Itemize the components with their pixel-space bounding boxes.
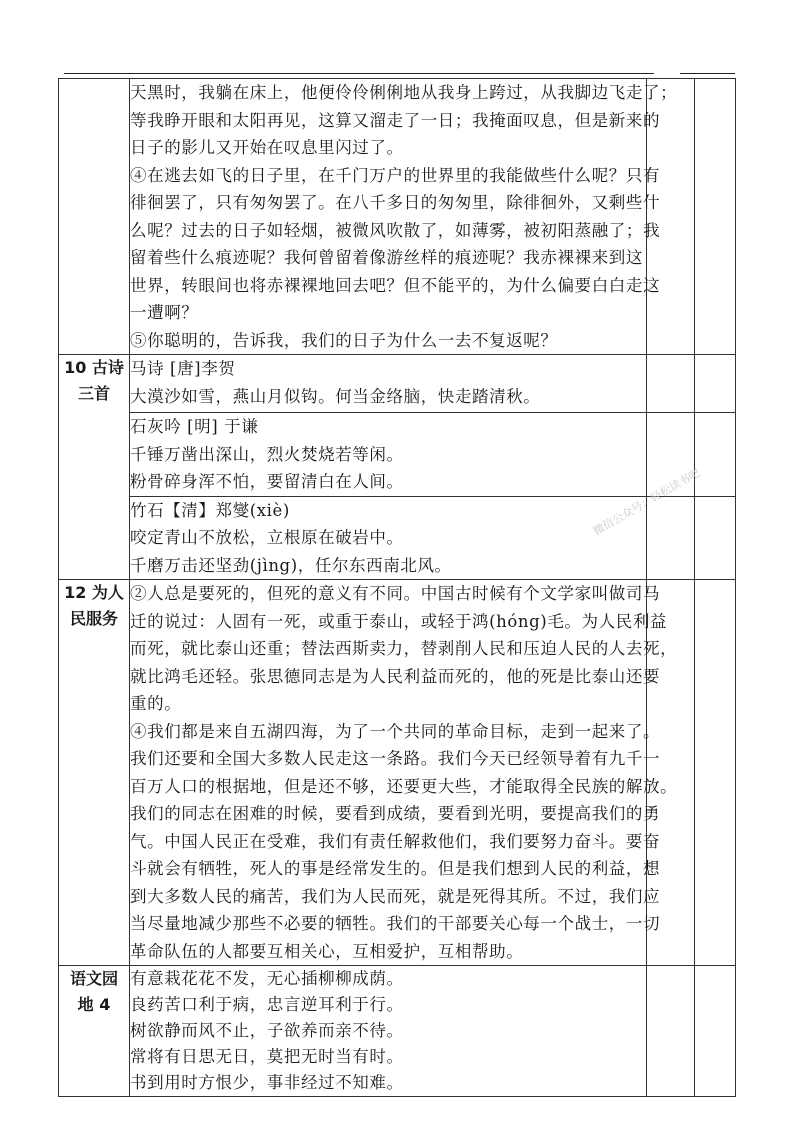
poem-cell — [130, 496, 647, 580]
text-line: ⑤你聪明的，告诉我，我们的日子为什么一去不复返呢？ — [130, 330, 558, 350]
text-line: 有意栽花花不发，无心插柳柳成荫。 — [130, 969, 404, 988]
table-row — [59, 79, 736, 355]
text-line: 么呢？过去的日子如轻烟，被微风吹散了，如薄雾，被初阳蒸融了；我 — [130, 220, 661, 240]
text-line: 革命队伍的人都要互相关心，互相爱护，互相帮助。 — [130, 941, 524, 961]
passage-cell — [130, 79, 678, 355]
text-line: 世界，转眼间也将赤裸裸地回去吧？但不能平的，为什么偏要白白走这 — [130, 275, 661, 295]
text-line: 就比鸿毛还轻。张思德同志是为人民利益而死的，他的死是比泰山还要 — [130, 666, 661, 686]
header-rule-right — [680, 73, 735, 74]
text-line: 气。中国人民正在受难，我们有责任解救他们，我们要努力奋斗。要奋 — [130, 831, 661, 851]
check-cell — [647, 580, 695, 966]
check-cell — [647, 355, 695, 413]
check-cell — [647, 496, 695, 580]
text-line: 一遭啊？ — [130, 303, 199, 322]
table-row — [59, 966, 736, 1097]
text-line: ②人总是要死的，但死的意义有不同。中国古时候有个文学家叫做司马 — [130, 584, 661, 603]
text-line: 迁的说过：人固有一死，或重于泰山，或轻于鸿(hóng)毛。为人民利益 — [130, 611, 668, 631]
poem-line: 千磨万击还坚劲(jìng)，任尔东西南北风。 — [130, 555, 452, 575]
section-label-yuwen-4: 语文园 地 4 — [59, 966, 130, 1097]
poem-line: 千锤万凿出深山，烈火焚烧若等闲。 — [130, 444, 404, 464]
text-line: 徘徊罢了，只有匆匆罢了。在八千多日的匆匆里，除徘徊外，又剩些什 — [130, 193, 661, 212]
poem-title: 竹石【清】郑燮(xiè) — [130, 500, 290, 520]
check-cell — [695, 966, 736, 1097]
text-line: 日子的影儿又开始在叹息里闪过了。 — [130, 138, 404, 157]
text-line: 等我睁开眼和太阳再见，这算又溜走了一日；我掩面叹息，但是新来的 — [130, 110, 661, 130]
check-cell — [695, 355, 736, 413]
text-line: 良药苦口利于病，忠言逆耳利于行。 — [130, 995, 404, 1014]
text-line: 百万人口的根据地，但是还不够，还要更大些，才能取得全民族的解放。 — [130, 776, 678, 796]
text-line: 我们还要和全国大多数人民走这一条路。我们今天已经领导着有九千一 — [130, 749, 661, 768]
check-cell — [695, 496, 736, 580]
check-cell — [695, 580, 736, 966]
text-line: 当尽量地减少那些不必要的牺牲。我们的干部要关心每一个战士，一切 — [130, 914, 661, 933]
poem-line: 咬定青山不放松，立根原在破岩中。 — [130, 528, 404, 547]
poem-title: 马诗 [唐]李贺 — [130, 359, 236, 378]
section-label-10: 10 古诗 三首 — [59, 355, 130, 580]
text-line: 重的。 — [130, 694, 182, 713]
check-cell — [695, 79, 736, 355]
table-row — [59, 355, 736, 413]
text-line: 斗就会有牺牲，死人的事是经常发生的。但是我们想到人民的利益，想 — [130, 859, 661, 878]
content-table — [58, 78, 736, 1097]
check-cell — [695, 413, 736, 497]
header-rule-left — [64, 73, 654, 74]
text-line: ④在逃去如飞的日子里，在千门万户的世界里的我能做些什么呢？只有 — [130, 165, 661, 185]
text-line: 书到用时方恨少，事非经过不知难。 — [130, 1073, 404, 1092]
proverb-cell — [130, 966, 647, 1097]
table-row — [59, 580, 736, 966]
table-row — [59, 413, 736, 497]
text-line: 常将有日思无日，莫把无时当有时。 — [130, 1047, 404, 1066]
text-line: 到大多数人民的痛苦，我们为人民而死，就是死得其所。不过，我们应 — [130, 886, 661, 906]
poem-cell — [130, 355, 647, 413]
poem-cell — [130, 413, 647, 497]
text-line: 我们的同志在困难的时候，要看到成绩，要看到光明，要提高我们的勇 — [130, 804, 661, 823]
poem-line: 大漠沙如雪，燕山月似钩。何当金络脑，快走踏清秋。 — [130, 386, 541, 406]
watermark: 微信公众号：轻松读书吧 — [591, 466, 703, 538]
poem-line: 粉骨碎身浑不怕，要留清白在人间。 — [130, 472, 404, 491]
text-line: 而死，就比泰山还重；替法西斯卖力，替剥削人民和压迫人民的人去死， — [130, 639, 678, 658]
text-line: 天黑时，我躺在床上，他便伶伶俐俐地从我身上跨过，从我脚边飞走了； — [130, 83, 678, 102]
passage-cell — [130, 580, 678, 966]
text-line: 留着些什么痕迹呢？我何曾留着像游丝样的痕迹呢？我赤裸裸来到这 — [130, 248, 643, 267]
text-line: ④我们都是来自五湖四海，为了一个共同的革命目标，走到一起来了。 — [130, 721, 661, 741]
row-label-empty — [59, 79, 130, 355]
section-label-12: 12 为人 民服务 — [59, 580, 130, 966]
check-cell — [647, 966, 695, 1097]
poem-title: 石灰吟 [明] 于谦 — [130, 417, 259, 436]
text-line: 树欲静而风不止，子欲养而亲不待。 — [130, 1021, 404, 1040]
